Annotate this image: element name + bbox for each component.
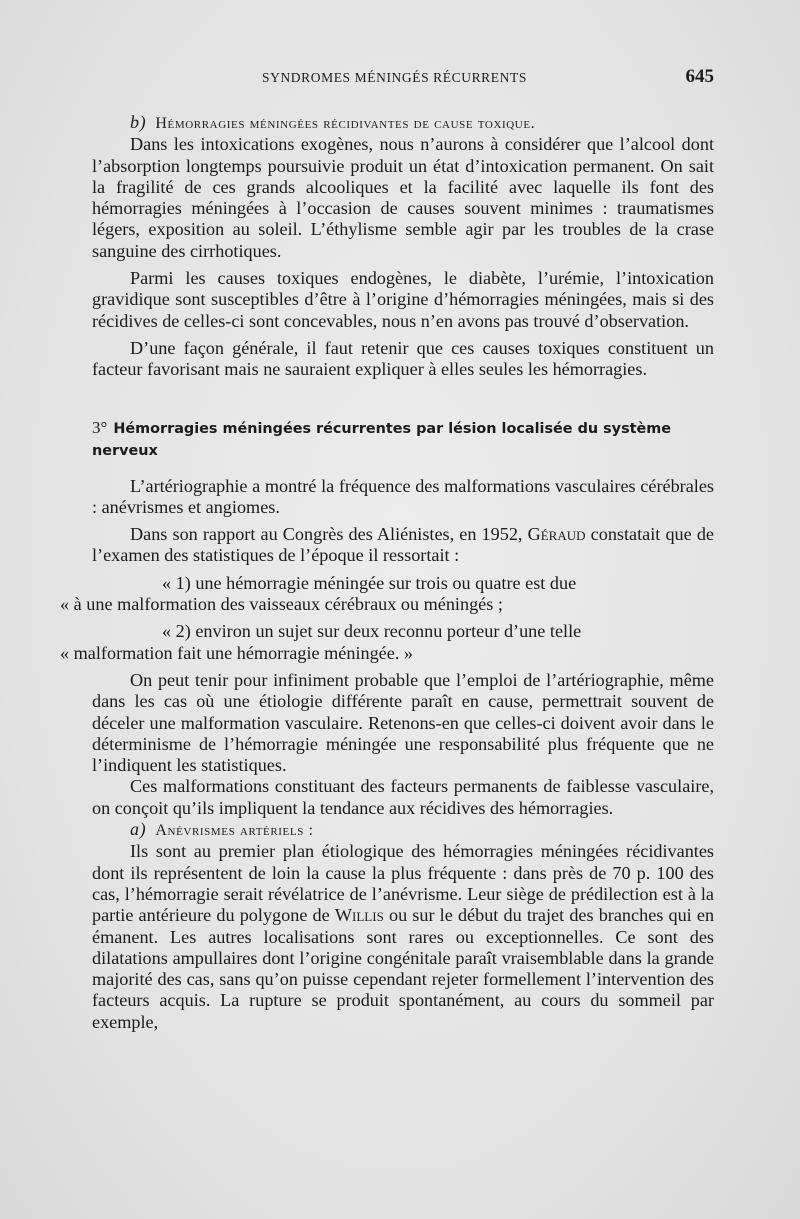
quotation xyxy=(60,572,714,664)
running-title: SYNDROMES MÉNINGÉS RÉCURRENTS xyxy=(262,70,527,85)
quote-1-line-1: « 1) une hémorragie méningée sur trois ou quatre est due xyxy=(162,572,577,593)
section-label-3: 3° xyxy=(92,417,108,437)
quote-2-line-1: « 2) environ un sujet sur deux reconnu porteur d’une telle xyxy=(162,621,582,642)
section-heading-b xyxy=(92,112,714,134)
section-label-b: b) xyxy=(130,112,147,132)
section-title-a: Anévrismes artériels : xyxy=(155,822,314,840)
paragraph-toxic-endogenous: Parmi les causes toxiques endogènes, le diabète, l’urémie, l’intoxication gravidique sont susceptibles d’être à l’origine d’hémorragies méningées, mais si des récidives de celles-ci sont concevables, nous n’en avons pas trouvé d’observation. xyxy=(92,268,714,331)
geraud-after: constatait que de l’examen des statistiques de l’époque il ressortait : xyxy=(92,524,715,566)
paragraph-arteriography-intro: L’artériographie a montré la fréquence des malformations vasculaires cérébrales : anévrismes et angiomes. xyxy=(92,475,714,517)
paragraph-toxic-exogenous: Dans les intoxications exogènes, nous n’aurons à considérer que l’alcool dont l’absorption longtemps poursuivie produit un état d’intoxication permanent. On sait la fragilité de ces grands alcooliques et la facilité avec laquelle ils font des hémorragies méningées à l’occasion de causes souvent minimes : traumatismes légers, exposition au soleil. L’éthylisme semble agir par les troubles de la crase sanguine des cirrhotiques. xyxy=(92,134,714,261)
aneurysm-after: ou sur le début du trajet des branches qui en émanent. Les autres localisations sont rares ou exceptionnelles. Ce sont des dilatations ampullaires dont l’origine congénitale paraît vraisemblable dans la grande majorité des cas, sans qu’on puisse cependant rejeter formellement l’intervention des facteurs acquis. La rupture se produit spontanément, au cours du sommeil par exemple, xyxy=(92,905,715,1032)
paragraph-malformations: Ces malformations constituant des facteurs permanents de faiblesse vasculaire, on conçoit qu’ils impliquent la tendance aux récidives des hémorragies. xyxy=(92,776,714,818)
paragraph-geraud-report xyxy=(92,524,714,567)
body-text xyxy=(60,112,715,1033)
author-name-geraud: Géraud xyxy=(527,524,586,545)
aneurysm-before: Ils sont au premier plan étiologique des hémorragies méningées récidivantes dont ils représentent de loin la cause la plus fréquente : dans près de 70 p. 100 des cas, l’hémorragie serait révélatrice de l’anévrisme. Leur siège de prédilection est à la partie antérieure du polygone de xyxy=(92,841,714,926)
section-heading-a xyxy=(92,819,714,841)
paragraph-aneurysms xyxy=(92,841,714,1033)
section-title-b: Hémorragies méningées récidivantes de cause toxique. xyxy=(155,115,536,132)
quote-item-1 xyxy=(60,572,714,616)
page-header xyxy=(92,68,714,90)
quote-item-2 xyxy=(60,621,714,664)
quote-2-line-2: « malformation fait une hémorragie méningée. » xyxy=(60,642,414,663)
author-name-willis: Willis xyxy=(334,905,384,926)
paragraph-arteriography-use: On peut tenir pour infiniment probable que l’emploi de l’artériographie, même dans les cas où une étiologie différente paraît en cause, permettrait souvent de déceler une malformation vasculaire. Retenons-en que celles-ci doivent avoir dans le déterminisme de l’hémorragie méningée une responsabilité plus fréquente que ne l’indiquent les statistiques. xyxy=(92,669,714,776)
page-number: 645 xyxy=(685,66,714,87)
section-label-a: a) xyxy=(130,819,147,840)
quote-1-line-2: « à une malformation des vaisseaux cérébraux ou méningés ; xyxy=(60,594,503,615)
section-title-3: Hémorragies méningées récurrentes par lésion localisée du système nerveux xyxy=(92,420,672,459)
geraud-before: Dans son rapport au Congrès des Aliénistes, en 1952, xyxy=(130,524,523,545)
paragraph-toxic-summary: D’une façon générale, il faut retenir que ces causes toxiques constituent un facteur favorisant mais ne sauraient expliquer à elles seules les hémorragies. xyxy=(92,337,714,380)
section-heading-3 xyxy=(92,417,714,462)
